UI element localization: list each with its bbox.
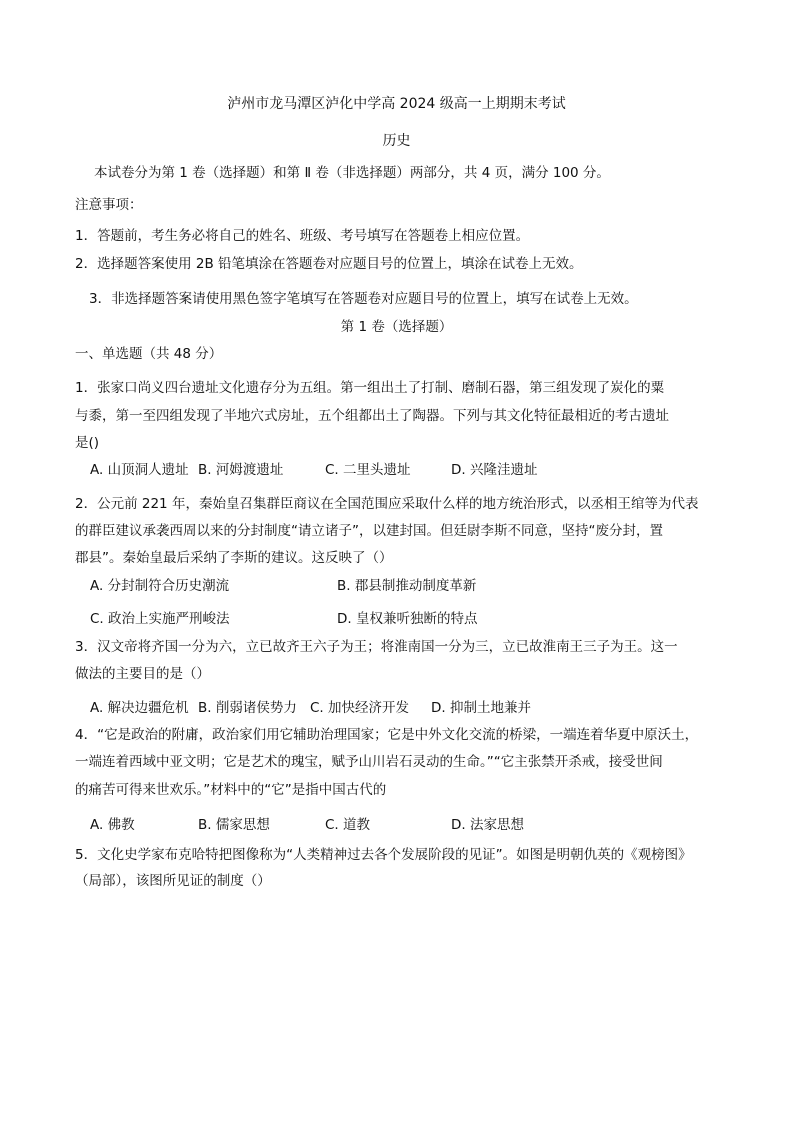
- question-text: 4．“它是政治的附庸，政治家们用它辅助治理国家；它是中外文化交流的桥梁，一端连着华夏中原沃土，: [75, 727, 699, 743]
- section1-title: 一、单选题（共 48 分）: [75, 346, 223, 362]
- option-d: D. 抑制土地兼并: [431, 700, 531, 716]
- question-text: 1．张家口尚义四台遗址文化遗存分为五组。第一组出土了打制、磨制石器，第三组发现了炭化的粟: [75, 380, 665, 396]
- question-text: 2．公元前 221 年，秦始皇召集群臣商议在全国范围应采取什么样的地方统治形式，以丞相王绾等为代表: [75, 496, 699, 512]
- question-text: 郡县”。秦始皇最后采纳了李斯的建议。这反映了（）: [75, 550, 393, 566]
- notice-item: 3．非选择题答案请使用黑色签字笔填写在答题卷对应题目号的位置上，填写在试卷上无效。: [89, 291, 638, 307]
- option-b: B. 削弱诸侯势力: [198, 700, 297, 716]
- option-d: D. 兴隆洼遗址: [451, 462, 538, 478]
- option-b: B. 儒家思想: [198, 817, 270, 833]
- subject-title: 历史: [382, 133, 411, 149]
- option-a: A. 解决边疆危机: [90, 700, 189, 716]
- intro-text: 本试卷分为第 1 卷（选择题）和第 Ⅱ 卷（非选择题）两部分，共 4 页，满分 100 分。: [94, 165, 610, 181]
- question-text: 做法的主要目的是（）: [75, 666, 210, 682]
- question-text: 与黍，第一至四组发现了半地穴式房址，五个组都出土了陶器。下列与其文化特征最相近的考古遗址: [75, 408, 669, 424]
- question-text: 是(): [75, 435, 100, 451]
- exam-title: 泸州市龙马潭区泸化中学高 2024 级高一上期期末考试: [227, 96, 566, 112]
- notice-heading: 注意事项：: [75, 197, 143, 213]
- notice-item: 1．答题前，考生务必将自己的姓名、班级、考号填写在答题卷上相应位置。: [75, 228, 530, 244]
- option-c: C. 二里头遗址: [325, 462, 411, 478]
- option-d: D. 法家思想: [451, 817, 524, 833]
- option-b: B. 河姆渡遗址: [198, 462, 284, 478]
- option-d: D. 皇权兼听独断的特点: [337, 611, 478, 627]
- part1-title: 第 1 卷（选择题）: [340, 319, 453, 335]
- question-text: 一端连着西域中亚文明；它是艺术的瑰宝，赋予山川岩石灵动的生命。”“它主张禁开杀戒，接受世间: [75, 754, 663, 770]
- option-a: A. 佛教: [90, 817, 135, 833]
- question-text: 3．汉文帝将齐国一分为六，立已故齐王六子为王；将淮南国一分为三，立已故淮南王三子为王。这一: [75, 639, 678, 655]
- option-c: C. 加快经济开发: [310, 700, 410, 716]
- notice-item: 2．选择题答案使用 2B 铅笔填涂在答题卷对应题目号的位置上，填涂在试卷上无效。: [75, 256, 583, 272]
- option-c: C. 道教: [325, 817, 371, 833]
- option-b: B. 郡县制推动制度革新: [337, 578, 477, 594]
- option-a: A. 山顶洞人遗址: [90, 462, 189, 478]
- question-text: 5．文化史学家布克哈特把图像称为“人类精神过去各个发展阶段的见证”。如图是明朝仇英的《观榜图》: [75, 847, 692, 863]
- option-c: C. 政治上实施严刑峻法: [90, 611, 230, 627]
- question-text: 的痛苦可得来世欢乐。”材料中的“它”是指中国古代的: [75, 782, 387, 798]
- question-text: 的群臣建议承袭西周以来的分封制度“请立诸子”，以建封国。但廷尉李斯不同意，坚持“废分封，置: [75, 523, 663, 539]
- option-a: A. 分封制符合历史潮流: [90, 578, 230, 594]
- question-text: （局部），该图所见证的制度（）: [75, 873, 271, 889]
